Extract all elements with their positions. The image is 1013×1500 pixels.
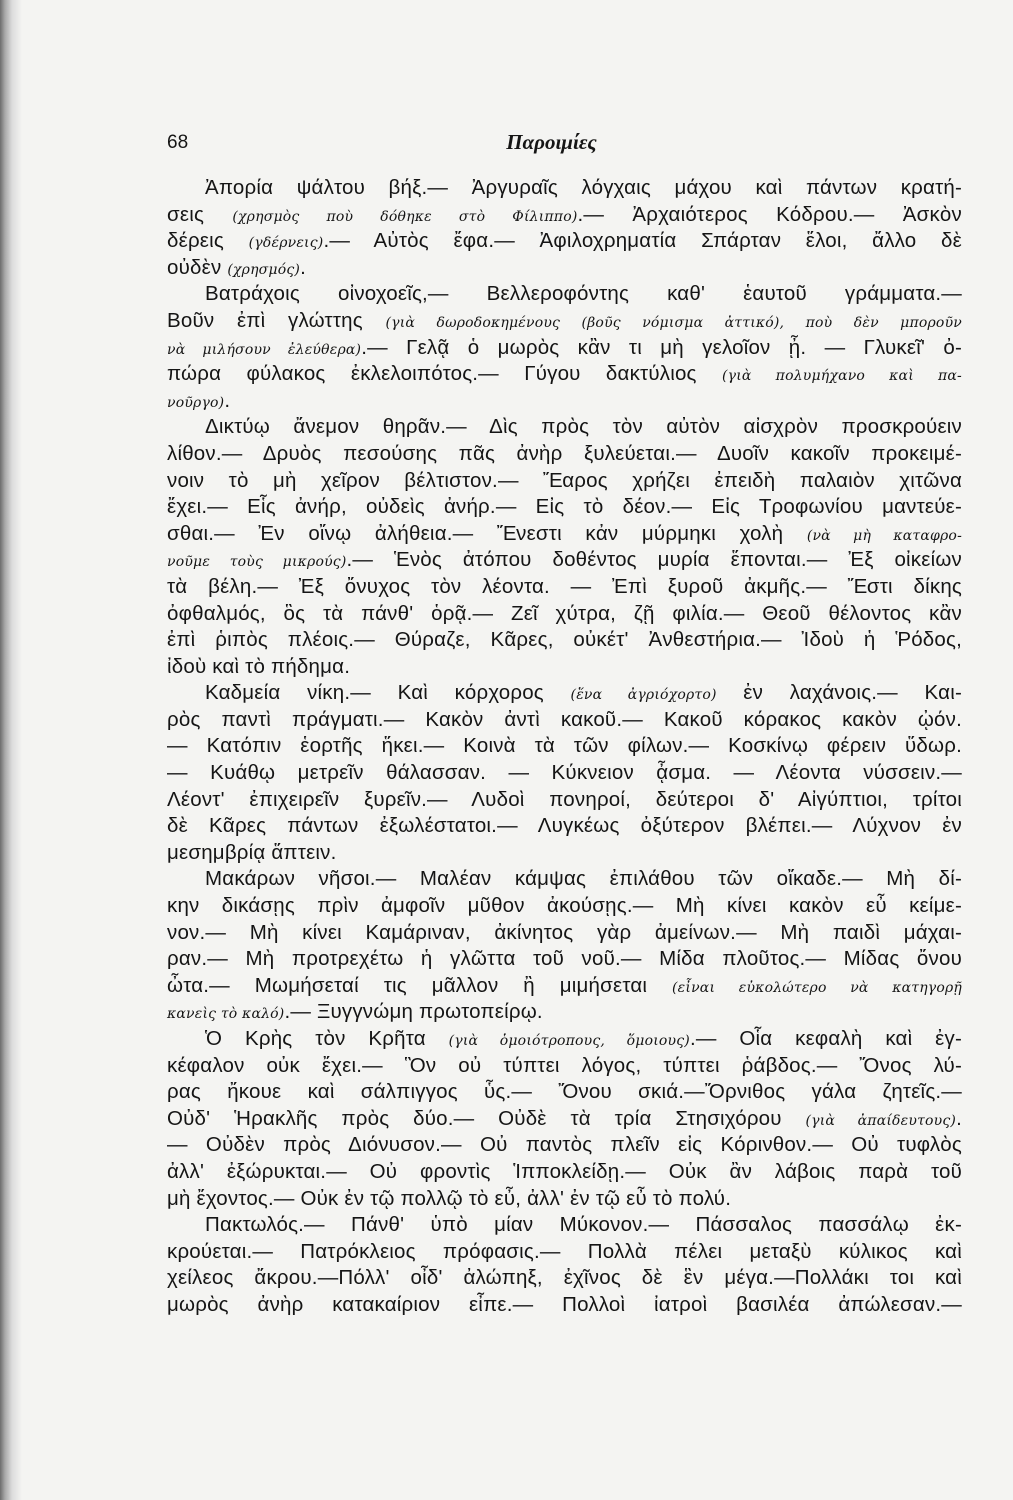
- proverb-text: λίθον.— Δρυὸς πεσούσης πᾶς ἀνὴρ ξυλεύεται.— Δυοῖν κακοῖν προκειμέ-: [167, 441, 962, 465]
- proverb-text: οὐδὲν: [167, 255, 228, 279]
- proverb-text: τὰ βέλη.— Ἐξ ὄνυχος τὸν λέοντα. — Ἐπὶ ξυροῦ ἀκμῆς.— Ἔστι δίκης: [167, 574, 962, 598]
- paragraph: [167, 866, 962, 1026]
- text-line: [167, 1026, 962, 1053]
- body-text: [167, 175, 962, 1319]
- text-line: [167, 680, 962, 707]
- proverb-text: κρούεται.— Πατρόκλειος πρόφασις.— Πολλὰ πέλει μεταξὺ κύλικος καὶ: [167, 1239, 962, 1263]
- text-line: [167, 414, 962, 441]
- text-line: [167, 813, 962, 840]
- proverb-text: .: [224, 388, 231, 412]
- proverb-text: ραν.— Μὴ προτρεχέτω ἡ γλῶττα τοῦ νοῦ.— Μίδα πλοῦτος.— Μίδας ὄνου: [167, 947, 962, 971]
- proverb-text: πώρα φύλακος ἐκλελοιπότος.— Γύγου δακτύλιος: [167, 362, 722, 386]
- text-line: [167, 920, 962, 947]
- text-line: [167, 1212, 962, 1239]
- text-line: [167, 707, 962, 734]
- gloss-text: (γιὰ ὁμοιότροπους, ὅμοιους): [448, 1033, 690, 1049]
- proverb-text: Πακτωλός.— Πάνθ' ὑπὸ μίαν Μύκονον.— Πάσσαλος πασσάλῳ ἐκ-: [205, 1213, 962, 1237]
- text-line: [167, 1265, 962, 1292]
- text-line: [167, 627, 962, 654]
- proverb-text: ἐπὶ ῥιπὸς πλέοις.— Θύραζε, Κᾶρες, οὐκέτ' Ἀνθεστήρια.— Ἰδοὺ ἡ Ῥόδος,: [167, 628, 962, 652]
- text-line: [167, 760, 962, 787]
- text-line: [167, 1132, 962, 1159]
- text-line: [167, 228, 962, 255]
- proverb-text: .— Ἑνὸς ἀτόπου δοθέντος μυρία ἕπονται.— Ἐξ οἰκείων: [346, 548, 963, 572]
- paragraph: [167, 281, 962, 414]
- text-line: [167, 840, 962, 867]
- proverb-text: Καδμεία νίκη.— Καὶ κόρχορος: [205, 681, 571, 705]
- proverb-text: Δικτύῳ ἄνεμον θηρᾶν.— Δὶς πρὸς τὸν αὐτὸν αἰσχρὸν προσκρούειν: [205, 415, 962, 439]
- paragraph: [167, 1026, 962, 1212]
- gloss-text: (γιὰ ἀπαίδευτους): [805, 1112, 957, 1129]
- gloss-text: (γιὰ δωροδοκημένους (βοῦς νόμισμα ἀττικό), ποὺ δὲν μποροῦν: [385, 314, 962, 331]
- proverb-text: .— Οἷα κεφαλὴ καὶ ἐγ-: [689, 1027, 962, 1050]
- text-line: [167, 654, 962, 681]
- paragraph: [167, 414, 962, 680]
- proverb-text: .— Αὐτὸς ἔφα.— Ἀφιλοχρηματία Σπάρταν ἕλοι, ἄλλο δὲ: [323, 229, 962, 253]
- proverb-text: — Κυάθῳ μετρεῖν θάλασσαν. — Κύκνειον ᾆσμα. — Λέοντα νύσσειν.—: [167, 761, 962, 785]
- proverb-text: .: [956, 1106, 963, 1130]
- text-line: [167, 1053, 962, 1080]
- text-line: [167, 281, 962, 308]
- proverb-text: μεσημβρίᾳ ἅπτειν.: [167, 840, 337, 864]
- text-line: [167, 308, 962, 335]
- proverb-text: ὀφθαλμός, ὃς τὰ πάνθ' ὁρᾷ.— Ζεῖ χύτρα, ζῇ φιλία.— Θεοῦ θέλοντος κἂν: [167, 601, 962, 625]
- text-line: [167, 441, 962, 468]
- proverb-text: .— Ξυγγνώμη πρωτοπείρῳ.: [284, 1000, 543, 1024]
- proverb-text: Ἀπορία ψάλτου βήξ.— Ἀργυραῖς λόγχαις μάχου καὶ πάντων κρατή-: [205, 176, 962, 199]
- text-line: [167, 361, 962, 388]
- gloss-text: (εἶναι εὐκολώτερο νὰ κατηγορῇ: [672, 979, 962, 996]
- scan-edge: [0, 0, 22, 1500]
- proverb-text: ρας ἤκουε καὶ σάλπιγγος ὗς.— Ὄνου σκιά.—Ὄρνιθος γάλα ζητεῖς.—: [167, 1080, 962, 1104]
- proverb-text: μωρὸς ἀνὴρ κατακαίριον εἶπε.— Πολλοὶ ἰατροὶ βασιλέα ἀπώλεσαν.—: [167, 1292, 962, 1316]
- text-line: [167, 547, 962, 574]
- gloss-text: νὰ μιλήσουν ἐλεύθερα): [167, 341, 362, 358]
- proverb-text: — Κατόπιν ἑορτῆς ἥκει.— Κοινὰ τὰ τῶν φίλων.— Κοσκίνῳ φέρειν ὕδωρ.: [167, 734, 962, 758]
- text-line: [167, 1292, 962, 1319]
- gloss-text: κανεὶς τὸ καλό): [167, 1006, 285, 1023]
- proverb-text: σεις: [167, 202, 233, 226]
- text-line: [167, 787, 962, 814]
- text-line: [167, 468, 962, 495]
- text-line: [167, 1159, 962, 1186]
- gloss-text: (γδέρνεις): [248, 235, 324, 252]
- running-title: Παροιμίες: [506, 130, 597, 154]
- text-line: [167, 733, 962, 760]
- text-line: [167, 202, 962, 229]
- proverb-text: κέφαλον οὐκ ἔχει.— Ὃν οὐ τύπτει λόγος, τύπτει ῥάβδος.— Ὄνος λύ-: [167, 1053, 962, 1077]
- gloss-text: νοῦμε τοὺς μικρούς): [167, 554, 347, 571]
- proverb-text: .: [300, 255, 306, 279]
- proverb-text: — Οὐδὲν πρὸς Διόνυσον.— Οὐ παντὸς πλεῖν εἰς Κόρινθον.— Οὐ τυφλὸς: [167, 1133, 962, 1157]
- proverb-text: ἐν λαχάνοις.— Και-: [716, 681, 962, 705]
- text-line: [167, 1106, 962, 1133]
- page-number: 68: [167, 132, 189, 153]
- gloss-text: (χρησμός): [227, 261, 301, 278]
- proverb-text: χείλεος ἄκρου.—Πόλλ' οἶδ' ἀλώπηξ, ἐχῖνος δὲ ἓν μέγα.—Πολλάκι τοι καὶ: [167, 1266, 962, 1290]
- text-line: [167, 999, 962, 1026]
- text-line: [167, 1239, 962, 1266]
- proverb-text: Βατράχοις οἰνοχοεῖς,— Βελλεροφόντης καθ' ἑαυτοῦ γράμματα.—: [205, 282, 962, 306]
- text-line: [167, 893, 962, 920]
- gloss-text: (χρησμὸς ποὺ δόθηκε στὸ Φίλιππο): [232, 208, 578, 225]
- text-line: [167, 335, 962, 362]
- proverb-text: ἀλλ' ἐξώρυκται.— Οὐ φροντὶς Ἱπποκλείδῃ.— Οὐκ ἂν λάβοις παρὰ τοῦ: [167, 1159, 962, 1183]
- gloss-text: νοῦργο): [167, 394, 225, 411]
- proverb-text: ρὸς παντὶ πράγματι.— Κακὸν ἀντὶ κακοῦ.— Κακοῦ κόρακος κακὸν ᾠόν.: [167, 707, 962, 731]
- proverb-text: σθαι.— Ἐν οἴνῳ ἀλήθεια.— Ἔνεστι κἀν μύρμηκι χολὴ: [167, 521, 807, 545]
- text-line: [167, 866, 962, 893]
- text-line: [167, 1186, 962, 1213]
- text-line: [167, 494, 962, 521]
- text-line: [167, 601, 962, 628]
- proverb-text: Λέοντ' ἐπιχειρεῖν ξυρεῖν.— Λυδοὶ πονηροί, δεύτεροι δ' Αἰγύπτιοι, τρίτοι: [167, 787, 962, 811]
- proverb-text: μὴ ἔχοντος.— Οὐκ ἐν τῷ πολλῷ τὸ εὖ, ἀλλ' ἐν τῷ εὖ τὸ πολύ.: [167, 1186, 732, 1210]
- text-line: [167, 973, 962, 1000]
- text-line: [167, 521, 962, 548]
- paragraph: [167, 680, 962, 866]
- proverb-text: Ὁ Κρὴς τὸν Κρῆτα: [205, 1027, 449, 1050]
- proverb-text: Οὐδ' Ἡρακλῆς πρὸς δύο.— Οὐδὲ τὰ τρία Στησιχόρου: [167, 1106, 806, 1130]
- text-line: [167, 388, 962, 415]
- gloss-text: (νὰ μὴ καταφρο-: [806, 527, 962, 544]
- proverb-text: .— Ἀρχαιότερος Κόδρου.— Ἀσκὸν: [577, 202, 962, 226]
- proverb-text: Βοῦν ἐπὶ γλώττης: [167, 308, 386, 332]
- proverb-text: .— Γελᾷ ὁ μωρὸς κἂν τι μὴ γελοῖον ᾖ. — Γλυκεῖ' ὀ-: [361, 335, 963, 359]
- proverb-text: ὦτα.— Μωμήσεταί τις μᾶλλον ἢ μιμήσεται: [167, 973, 673, 997]
- gloss-text: (ἕνα ἀγριόχορτο): [570, 687, 717, 704]
- proverb-text: νοιν τὸ μὴ χεῖρον βέλτιστον.— Ἔαρος χρήζει ἐπειδὴ παλαιὸν χιτῶνα: [167, 468, 962, 492]
- paragraph: [167, 175, 962, 281]
- proverb-text: ἰδοὺ καὶ τὸ πήδημα.: [167, 654, 351, 678]
- text-line: [167, 574, 962, 601]
- text-line: [167, 946, 962, 973]
- proverb-text: ἔχει.— Εἷς ἀνήρ, οὐδεὶς ἀνήρ.— Εἰς τὸ δέον.— Εἰς Τροφωνίου μαντεύε-: [167, 495, 962, 519]
- proverb-text: κην δικάσῃς πρὶν ἀμφοῖν μῦθον ἀκούσῃς.— Μὴ κίνει κακὸν εὖ κείμε-: [167, 894, 962, 918]
- proverb-text: νον.— Μὴ κίνει Καμάριναν, ἀκίνητος γὰρ ἀμείνων.— Μὴ παιδὶ μάχαι-: [167, 920, 962, 944]
- proverb-text: δέρεις: [167, 229, 249, 253]
- text-line: [167, 175, 962, 202]
- gloss-text: (γιὰ πολυμήχανο καὶ πα-: [722, 368, 962, 385]
- proverb-text: Μακάρων νῆσοι.— Μαλέαν κάμψας ἐπιλάθου τῶν οἴκαδε.— Μὴ δί-: [205, 867, 962, 891]
- proverb-text: δὲ Κᾶρες πάντων ἐξωλέστατοι.— Λυγκέως ὀξύτερον βλέπει.— Λύχνον ἐν: [167, 814, 962, 838]
- text-line: [167, 1079, 962, 1106]
- text-line: [167, 255, 962, 282]
- paragraph: [167, 1212, 962, 1318]
